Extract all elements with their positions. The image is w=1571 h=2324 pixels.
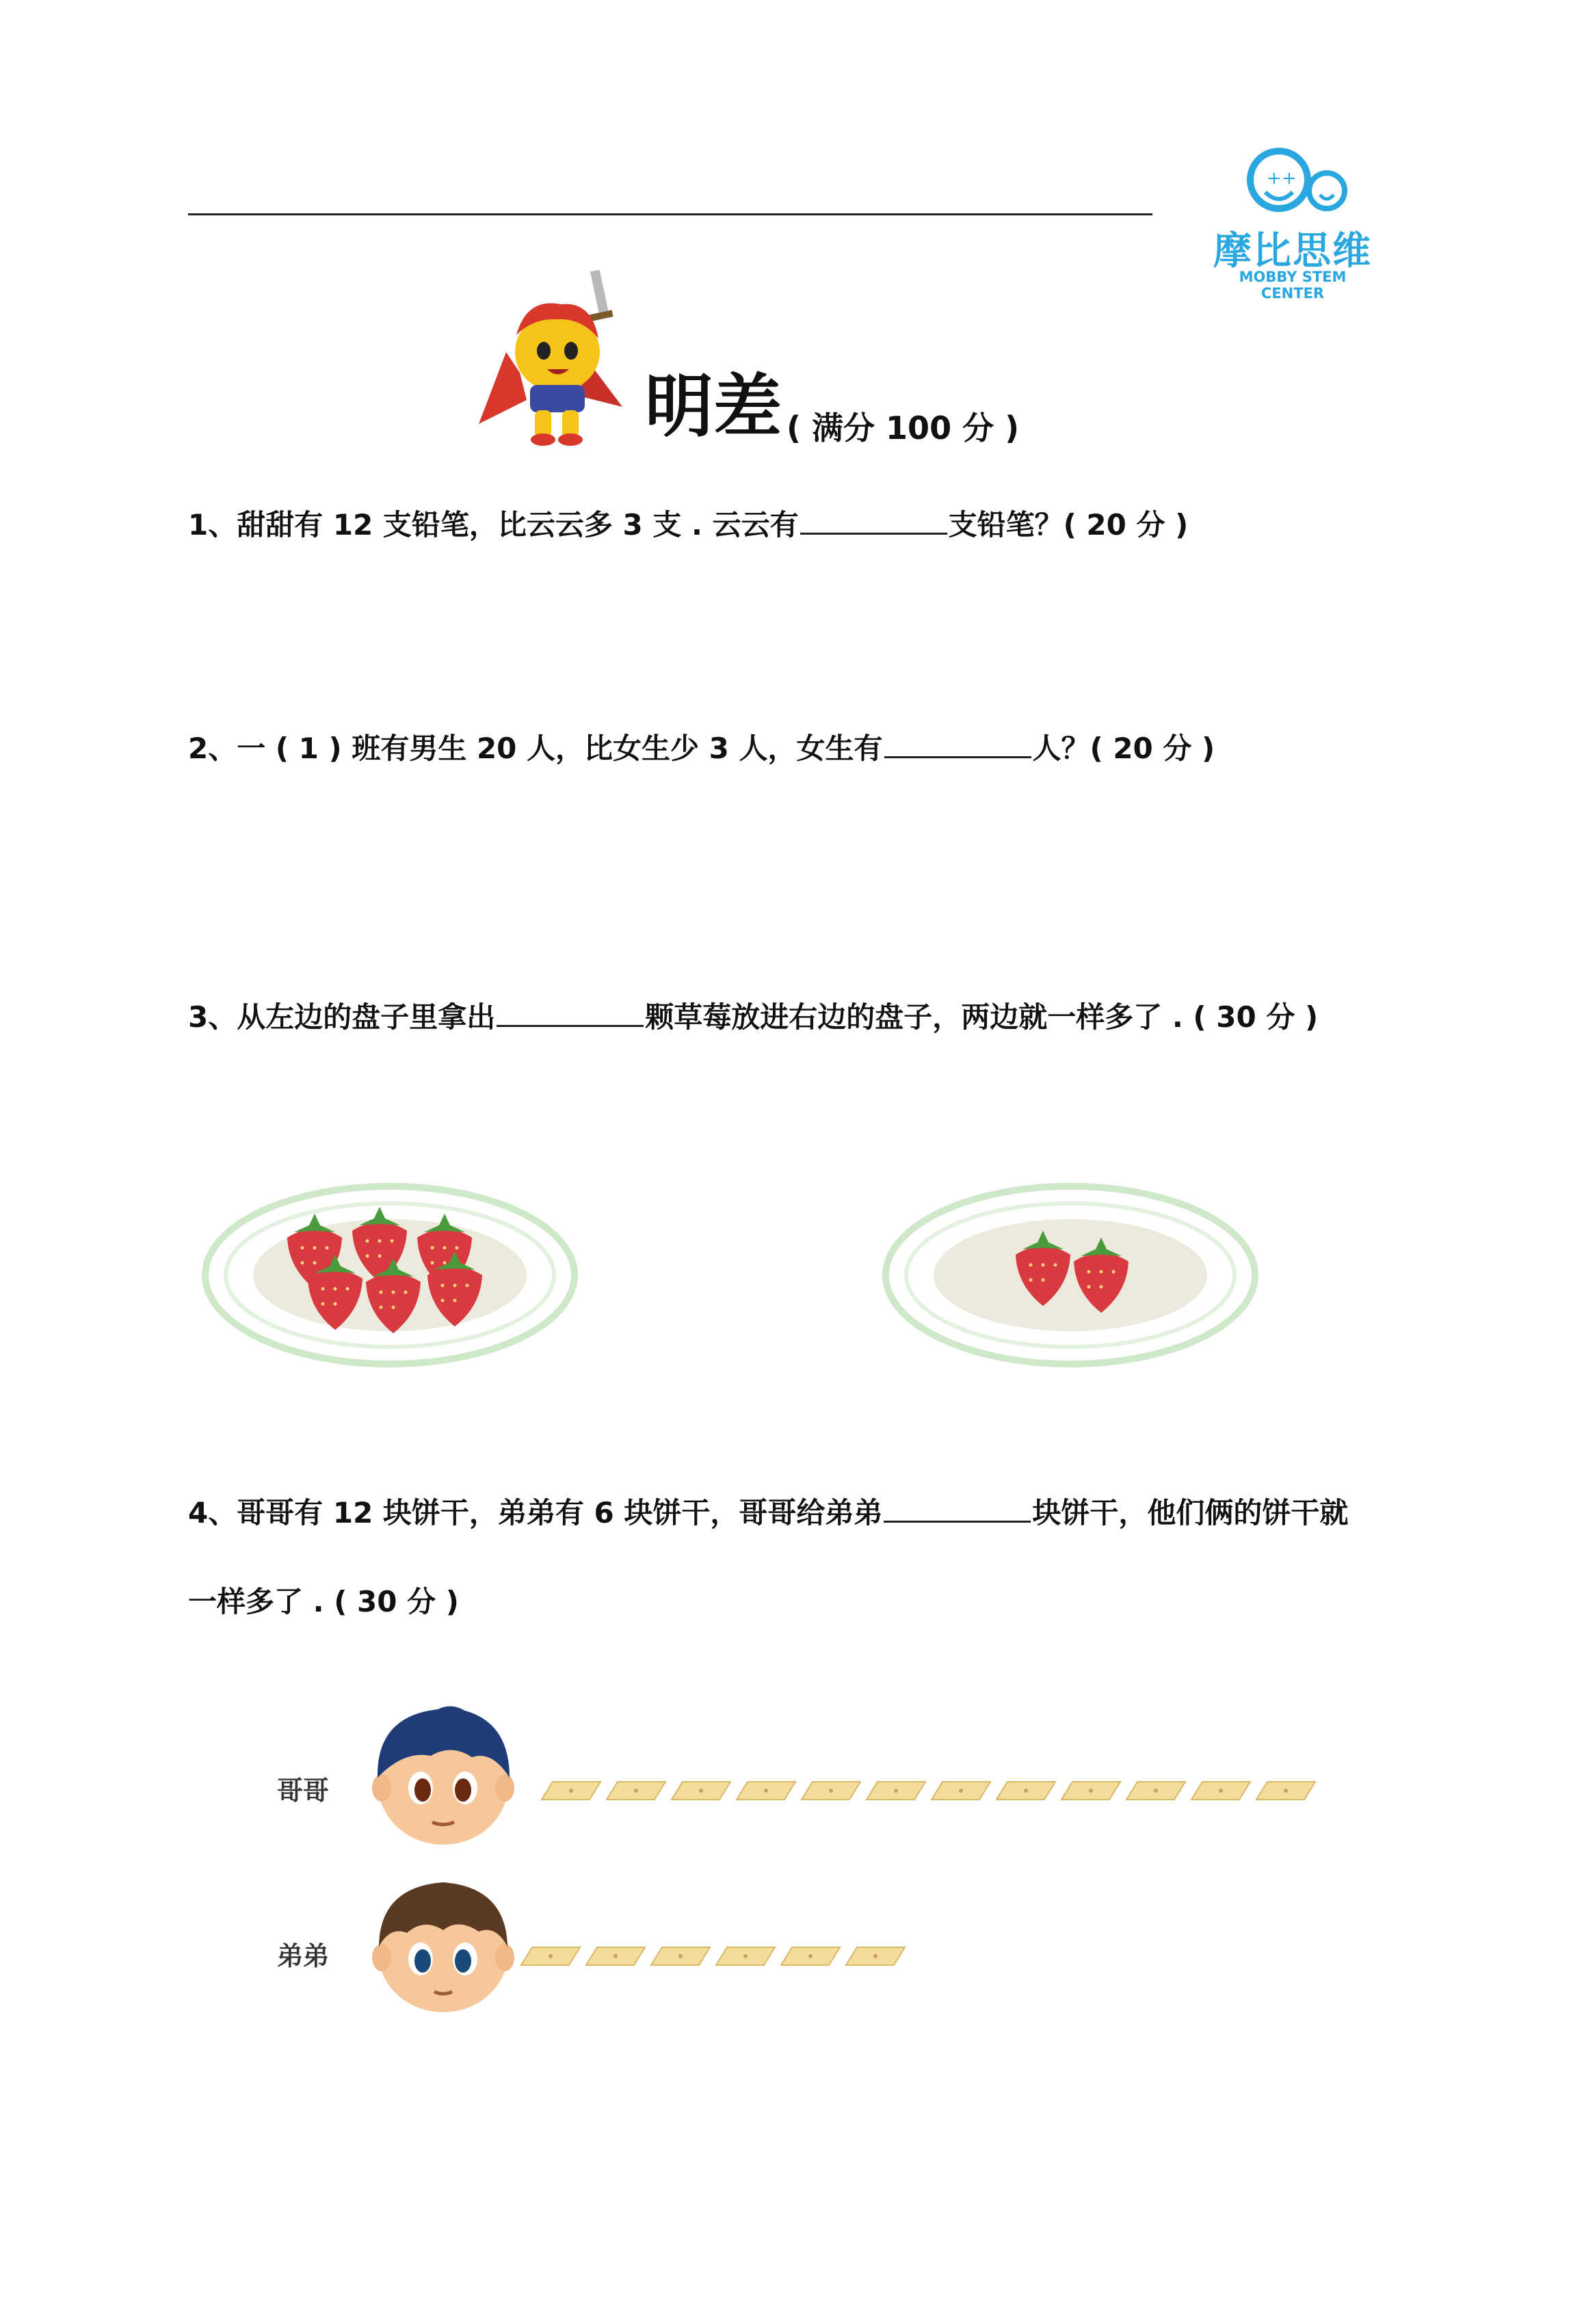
older-brother-face-icon (369, 1702, 516, 1846)
question-1 (188, 503, 1188, 544)
svg-text:+: + (1282, 168, 1297, 189)
answer-blank-1[interactable] (800, 508, 947, 535)
question-1-text: 1、甜甜有 12 支铅笔，比云云多 3 支 . 云云有 (188, 508, 799, 542)
logo (1211, 140, 1375, 302)
kid-label-younger: 弟弟 (277, 1941, 330, 1971)
question-3-text: 3、从左边的盘子里拿出 (188, 1000, 496, 1034)
question-4-line-2: 一样多了 . ( 30 分 ) (188, 1585, 459, 1618)
kid-label-older: 哥哥 (277, 1776, 330, 1806)
question-2-text: 2、一 ( 1 ) 班有男生 20 人，比女生少 3 人，女生有 (188, 732, 883, 765)
younger-brother-face-icon (369, 1870, 516, 2014)
score-note: ( 满分 100 分 ) (787, 410, 1020, 446)
answer-blank-3[interactable] (497, 1000, 644, 1027)
answer-blank-4[interactable] (884, 1496, 1031, 1523)
right-plate (879, 1173, 1262, 1378)
question-4-text: 4、哥哥有 12 块饼干，弟弟有 6 块饼干，哥哥给弟弟 (188, 1496, 883, 1530)
hero-mascot-icon (479, 270, 633, 448)
logo-english: MOBBY STEM CENTER (1239, 269, 1347, 302)
question-4-tail: 块饼干，他们俩的饼干就 (1032, 1496, 1349, 1530)
question-1-tail: 支铅笔？( 20 分 ) (948, 508, 1189, 542)
question-2 (188, 726, 1215, 767)
logo-faces-icon (1211, 140, 1375, 222)
younger-brother-cookies (520, 1942, 930, 1969)
question-4 (188, 1491, 1348, 1532)
svg-text:+: + (1267, 168, 1282, 189)
question-2-tail: 人？( 20 分 ) (1032, 732, 1215, 765)
question-3-tail: 颗草莓放进右边的盘子，两边就一样多了 . ( 30 分 ) (645, 1000, 1319, 1034)
answer-blank-2[interactable] (884, 732, 1031, 758)
page-title: 明差 (645, 366, 782, 446)
older-brother-cookies (540, 1776, 1327, 1804)
question-3 (188, 995, 1318, 1036)
left-plate (198, 1173, 581, 1378)
header-rule (188, 213, 1152, 215)
logo-chinese: 摩比思维 (1213, 229, 1372, 273)
